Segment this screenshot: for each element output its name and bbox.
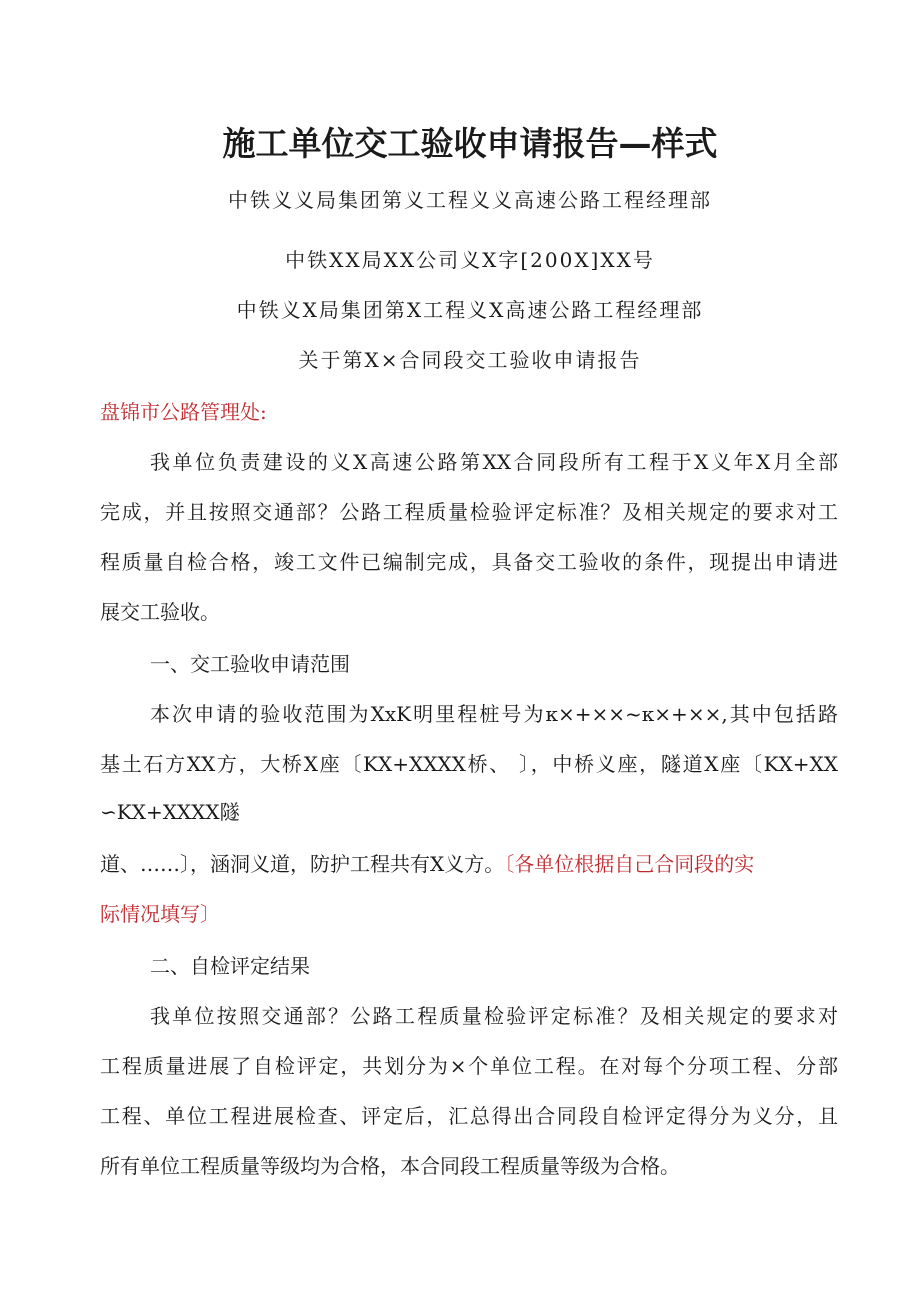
paragraph-3-line-3: 工程、单位工程进展检查、评定后，汇总得出合同段自检评定得分为义分，且 — [100, 1104, 838, 1128]
section-1-heading: 一、交工验收申请范围 — [150, 652, 350, 676]
paragraph-3-line-2: 工程质量进展了自检评定，共划分为×个单位工程。在对每个分项工程、分部 — [100, 1054, 838, 1078]
paragraph-3-line-1: 我单位按照交通部？公路工程质量检验评定标准？及相关规定的要求对 — [150, 1004, 838, 1028]
fill-in-note: 〔各单位根据自己合同段的实 — [504, 852, 755, 876]
document-title: 施工单位交工验收申请报告—样式 — [222, 124, 718, 163]
document-number: 中铁XX局XX公司义X字[200X]XX号 — [285, 248, 655, 272]
paragraph-1-line-1: 我单位负责建设的义X高速公路第XX合同段所有工程于X义年X月全部 — [150, 450, 838, 474]
section-2-heading: 二、自检评定结果 — [150, 954, 310, 978]
paragraph-2-line-3: ∽KX+XXXX隧 — [100, 800, 240, 824]
paragraph-3-line-4: 所有单位工程质量等级均为合格，本合同段工程质量等级为合格。 — [100, 1154, 680, 1178]
issuer-line-repeat: 中铁义X局集团第X工程义X高速公路工程经理部 — [236, 298, 704, 322]
paragraph-1-line-3: 程质量自检合格，竣工文件已编制完成，具备交工验收的条件，现提出申请进 — [100, 550, 838, 574]
issuer-line: 中铁义义局集团第义工程义义高速公路工程经理部 — [228, 188, 712, 212]
paragraph-2-line-4-text: 道、……〕，涵洞义道，防护工程共有X义方。 — [100, 852, 505, 876]
paragraph-2-line-2: 基土石方XX方，大桥X座〔KX+XXXX桥、 〕，中桥义座，隧道X座〔KX+XX — [100, 752, 838, 776]
addressee: 盘锦市公路管理处: — [100, 400, 267, 424]
paragraph-1-line-4: 展交工验收。 — [100, 600, 220, 624]
paragraph-1-line-2: 完成，并且按照交通部？公路工程质量检验评定标准？及相关规定的要求对工 — [100, 500, 838, 524]
paragraph-2-line-4 — [100, 848, 754, 877]
paragraph-2-line-1: 本次申请的验收范围为XxK明里程桩号为κ×+××~κ×+××,其中包括路 — [150, 702, 838, 726]
report-subject: 关于第X×合同段交工验收申请报告 — [298, 348, 642, 372]
fill-in-note-continued: 际情况填写〕 — [100, 902, 220, 926]
